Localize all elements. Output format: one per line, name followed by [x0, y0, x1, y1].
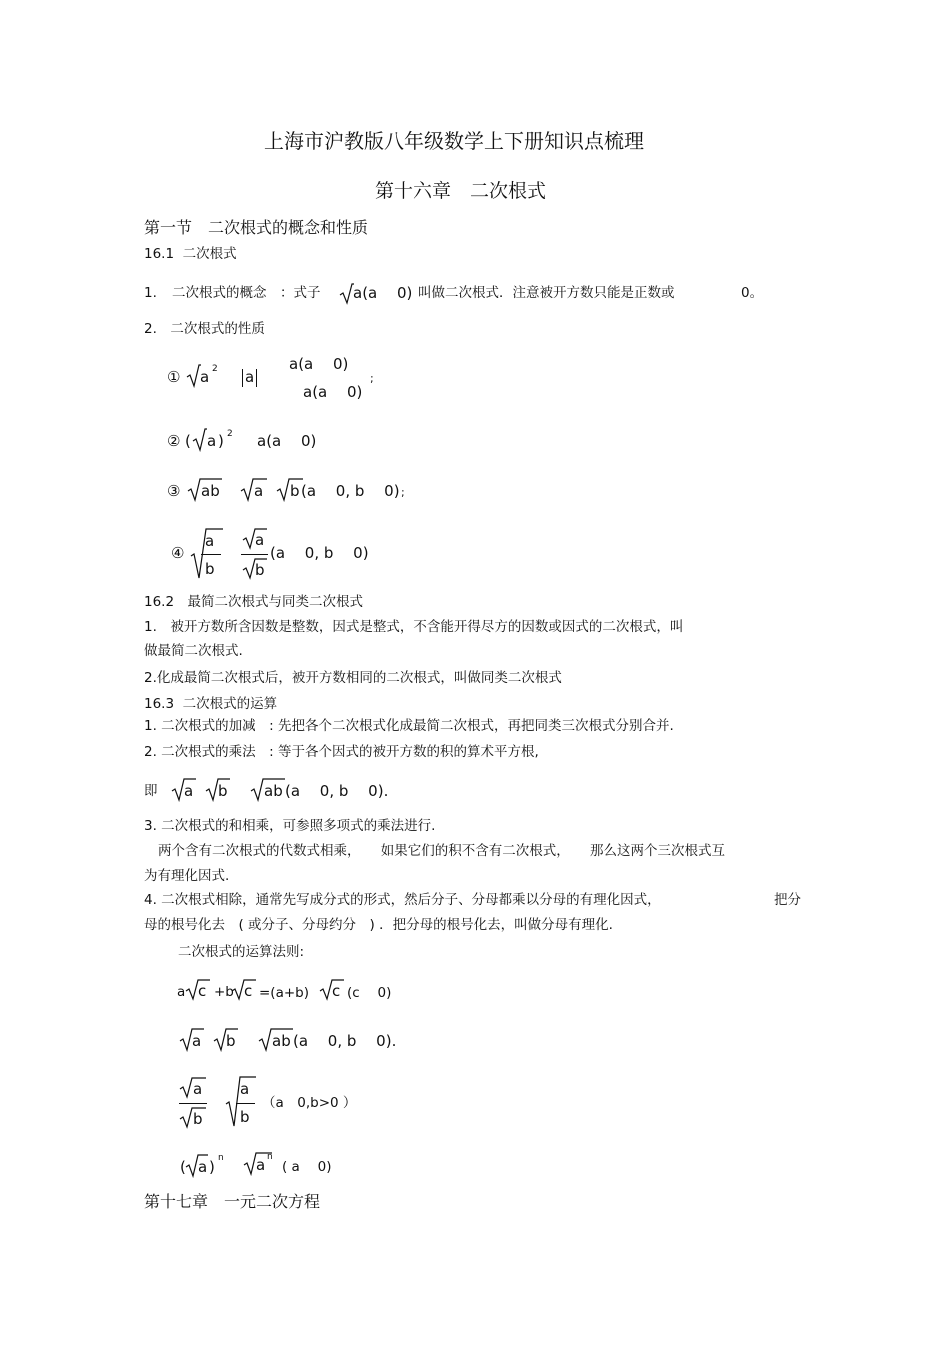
- section-16-3-line-6-end: 把分: [774, 892, 801, 908]
- chapter-16-heading: 第十六章 二次根式: [375, 180, 547, 202]
- section-16-1-heading: 16.1 二次根式: [144, 246, 237, 262]
- rule-2-radicand-b: b: [226, 1032, 236, 1050]
- section-16-3-line-6: 4. 二次根式相除，通常先写成分式的形式，然后分子、分母都乘以分母的有理化因式，: [144, 892, 661, 908]
- property-4-condition: (a 0, b 0): [270, 544, 369, 562]
- rule-1-coef-a: a: [177, 984, 186, 1000]
- section-16-2-line-2: 做最简二次根式.: [144, 643, 243, 659]
- mul-condition: (a 0, b 0).: [285, 782, 389, 800]
- item-1-text: 二次根式的概念 ：式子: [172, 285, 321, 301]
- section-16-3-line-1: 1. 二次根式的加减 : 先把各个二次根式化成最简二次根式，再把同类三次根式分别合并.: [144, 718, 674, 734]
- section-1-heading: 第一节 二次根式的概念和性质: [144, 218, 369, 237]
- rule-3-rhs-denominator: b: [240, 1108, 250, 1126]
- section-16-2-heading: 16.2 最简二次根式与同类二次根式: [144, 594, 364, 610]
- item-1-text-end: 0。: [741, 285, 764, 301]
- property-1-abs: a: [245, 368, 255, 386]
- mul-radicand-a: a: [184, 782, 194, 800]
- property-1-case-1: a(a 0): [289, 355, 349, 373]
- rules-title: 二次根式的运算法则:: [178, 944, 305, 960]
- property-4-denominator: b: [205, 560, 215, 578]
- property-1-end: ;: [370, 372, 374, 385]
- property-4-number: ④: [171, 544, 185, 562]
- section-16-3-line-3: 3. 二次根式的和相乘，可参照多项式的乘法进行.: [144, 818, 436, 834]
- rule-3-rhs-numerator: a: [240, 1080, 250, 1098]
- rule-4-condition: ( a 0): [282, 1159, 332, 1175]
- section-16-3-heading: 16.3 二次根式的运算: [144, 696, 278, 712]
- property-3-radicand-a: a: [254, 482, 264, 500]
- mul-radicand-ab: ab: [264, 782, 283, 800]
- abs-bar-left: [242, 369, 243, 387]
- property-1-number: ①: [167, 368, 181, 386]
- section-16-3-line-7: 母的根号化去 ( 或分子、分母约分 ) ．把分母的根号化去，叫做分母有理化.: [144, 917, 613, 933]
- property-4-numerator: a: [205, 532, 215, 550]
- rule-3-condition: （a 0,b>0 ）: [262, 1095, 357, 1111]
- item-2-heading: 2. 二次根式的性质: [144, 321, 265, 337]
- mul-lead: 即: [144, 783, 158, 799]
- radical-sign: [187, 364, 201, 388]
- property-3-radicand-ab: ab: [201, 482, 220, 500]
- property-2-exponent: 2: [227, 429, 233, 439]
- item-1-text-cont: 叫做二次根式．注意被开方数只能是正数或: [418, 285, 675, 301]
- rule-1-equals: =(a+b): [259, 985, 309, 1001]
- item-1-number: 1.: [144, 285, 157, 301]
- property-3-end: ;: [401, 486, 405, 499]
- property-1-exponent: 2: [212, 364, 218, 374]
- property-2-rparen: ): [218, 432, 224, 450]
- rule-1-radicand-c: c: [198, 982, 207, 1000]
- property-3-condition: (a 0, b 0): [301, 482, 400, 500]
- rule-3-denominator: b: [193, 1110, 203, 1128]
- property-1-case-2: a(a 0): [303, 383, 363, 401]
- abs-bar-right: [256, 369, 257, 387]
- radical-sign: [193, 428, 207, 452]
- rule-4-exponent-n: n: [267, 1152, 273, 1162]
- property-2-rhs: a(a 0): [257, 432, 317, 450]
- rule-4-radicand-a: a: [198, 1158, 208, 1176]
- item-1-expression: a(a 0): [353, 284, 413, 302]
- fraction-bar: [201, 554, 221, 555]
- section-16-2-line-3: 2.化成最简二次根式后，被开方数相同的二次根式，叫做同类二次根式: [144, 670, 562, 686]
- section-16-3-line-5: 为有理化因式.: [144, 868, 230, 884]
- rule-4-radicand-a: a: [256, 1156, 266, 1174]
- section-16-3-line-2: 2. 二次根式的乘法 : 等于各个因式的被开方数的积的算术平方根,: [144, 744, 539, 760]
- fraction-bar: [179, 1103, 207, 1104]
- rule-1-plus-b: +b: [214, 984, 234, 1000]
- radical-sign: [340, 283, 354, 305]
- property-3-number: ③: [167, 482, 181, 500]
- rule-1-condition: (c 0): [347, 985, 392, 1001]
- property-4-rhs-numerator: a: [255, 531, 265, 549]
- mul-radicand-b: b: [218, 782, 228, 800]
- chapter-17-heading: 第十七章 一元二次方程: [144, 1192, 321, 1211]
- property-3-radicand-b: b: [290, 482, 300, 500]
- fraction-bar: [241, 554, 268, 555]
- section-16-2-line-1: 1. 被开方数所含因数是整数，因式是整式，不含能开得尽方的因数或因式的二次根式，叫: [144, 619, 684, 635]
- property-2-number: ②: [167, 432, 181, 450]
- property-2-radicand: a: [207, 432, 217, 450]
- section-16-3-line-4: 两个含有二次根式的代数式相乘， 如果它们的积不含有二次根式， 那么这两个三次根式互: [158, 843, 725, 859]
- property-1-radicand: a: [200, 368, 210, 386]
- rule-4-exponent-n: n: [218, 1153, 224, 1163]
- rule-2-radicand-ab: ab: [272, 1032, 291, 1050]
- rule-1-radicand-c: c: [332, 982, 341, 1000]
- rule-2-radicand-a: a: [192, 1032, 202, 1050]
- rule-3-numerator: a: [193, 1080, 203, 1098]
- rule-1-radicand-c: c: [244, 982, 253, 1000]
- rule-2-condition: (a 0, b 0).: [293, 1032, 397, 1050]
- page-title: 上海市沪教版八年级数学上下册知识点梳理: [264, 129, 644, 153]
- rule-4-lparen: (: [180, 1158, 186, 1176]
- rule-4-rparen: ): [209, 1158, 215, 1176]
- property-2-lparen: (: [185, 432, 191, 450]
- property-4-rhs-denominator: b: [255, 561, 265, 579]
- fraction-bar: [236, 1103, 255, 1104]
